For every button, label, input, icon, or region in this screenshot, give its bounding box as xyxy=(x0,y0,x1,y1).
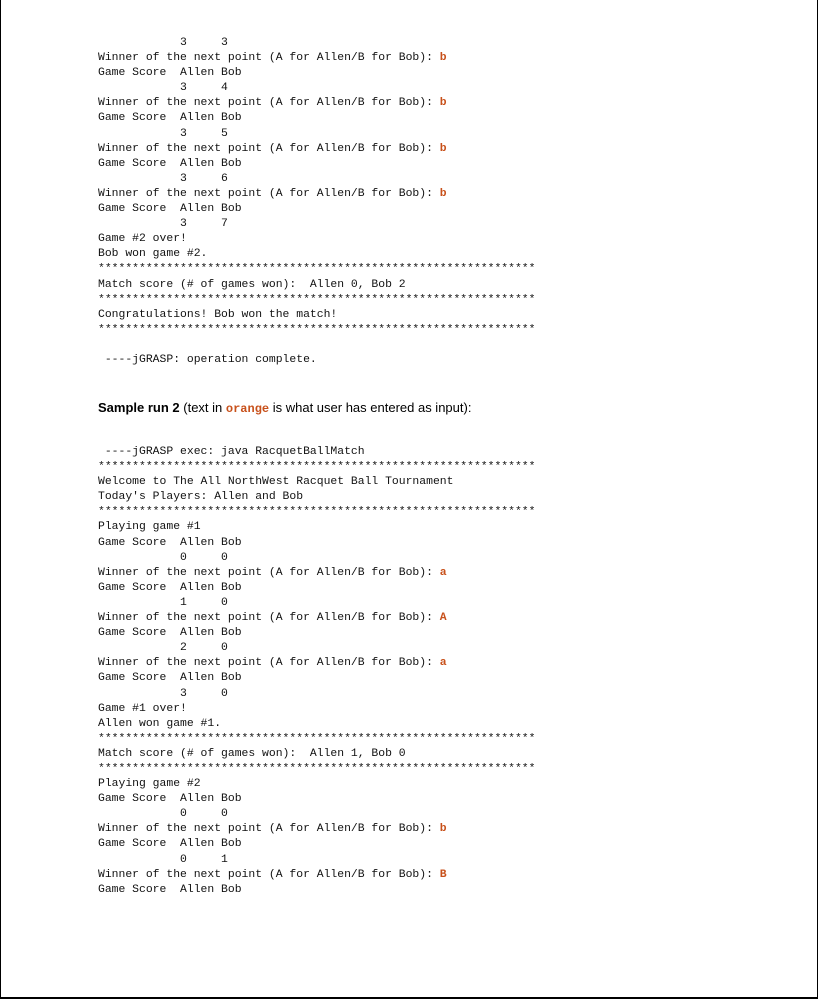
console-line-text: Game Score Allen Bob xyxy=(98,627,242,640)
console-line-text: **************************************************************** xyxy=(98,263,536,276)
console-line xyxy=(98,505,535,520)
console-line xyxy=(98,490,535,505)
console-line xyxy=(98,187,535,202)
console-line xyxy=(98,807,535,822)
console-line-text: Bob won game #2. xyxy=(98,248,208,261)
console-line xyxy=(98,732,535,747)
user-input-text: b xyxy=(439,823,447,836)
sample-run-1-output xyxy=(98,36,535,368)
console-line xyxy=(98,611,535,626)
console-line xyxy=(98,323,535,338)
console-line-text: Winner of the next point (A for Allen/B for Bob): xyxy=(98,823,440,836)
console-line xyxy=(98,717,535,732)
console-line xyxy=(98,520,535,535)
console-line-text: Game Score Allen Bob xyxy=(98,112,242,125)
console-line-text: Winner of the next point (A for Allen/B for Bob): xyxy=(98,97,440,110)
console-line-text: 3 0 xyxy=(98,687,228,700)
console-line-text: Allen won game #1. xyxy=(98,717,222,730)
heading-code-orange: orange xyxy=(225,402,270,416)
console-line xyxy=(98,551,535,566)
sample-run-2-heading xyxy=(98,400,471,416)
console-line xyxy=(98,868,535,883)
console-line xyxy=(98,338,535,353)
console-line xyxy=(98,51,535,66)
console-line xyxy=(98,566,535,581)
console-line-text: Congratulations! Bob won the match! xyxy=(98,308,338,321)
console-line-text: 2 0 xyxy=(98,642,228,655)
console-line-text: 3 3 xyxy=(98,37,228,49)
console-line xyxy=(98,822,535,837)
console-line xyxy=(98,96,535,111)
console-line xyxy=(98,641,535,656)
console-line-text: Winner of the next point (A for Allen/B for Bob): xyxy=(98,566,440,579)
console-line-text: **************************************************************** xyxy=(98,461,536,474)
user-input-text: b xyxy=(439,97,447,110)
console-line xyxy=(98,142,535,157)
user-input-text: A xyxy=(439,612,447,625)
console-line xyxy=(98,127,535,142)
sample-run-2-output xyxy=(98,445,535,898)
console-line-text: Winner of the next point (A for Allen/B for Bob): xyxy=(98,52,440,65)
console-line-text: Game Score Allen Bob xyxy=(98,793,242,806)
console-line-text: Welcome to The All NorthWest Racquet Ball Tournament xyxy=(98,476,454,489)
console-line-text: Winner of the next point (A for Allen/B for Bob): xyxy=(98,657,440,670)
user-input-text: B xyxy=(439,868,447,881)
console-line-text: Winner of the next point (A for Allen/B for Bob): xyxy=(98,612,440,625)
console-line-text: Game #2 over! xyxy=(98,233,187,246)
console-line xyxy=(98,777,535,792)
console-line xyxy=(98,475,535,490)
console-line-text: Game Score Allen Bob xyxy=(98,581,242,594)
console-line xyxy=(98,262,535,277)
console-line-text: Game #1 over! xyxy=(98,702,187,715)
console-line xyxy=(98,687,535,702)
console-line-text: **************************************************************** xyxy=(98,732,536,745)
console-line-text: 0 0 xyxy=(98,551,228,564)
console-line-text: ----jGRASP: operation complete. xyxy=(98,353,317,366)
console-line xyxy=(98,853,535,868)
console-line xyxy=(98,671,535,686)
console-line-text: **************************************************************** xyxy=(98,506,536,519)
console-line xyxy=(98,762,535,777)
console-line-text: Match score (# of games won): Allen 1, Bob 0 xyxy=(98,747,406,760)
console-line xyxy=(98,747,535,762)
console-line xyxy=(98,656,535,671)
console-line-text: Winner of the next point (A for Allen/B for Bob): xyxy=(98,142,440,155)
console-line-text: Game Score Allen Bob xyxy=(98,838,242,851)
console-line xyxy=(98,792,535,807)
heading-pre: (text in xyxy=(179,400,226,415)
console-line xyxy=(98,460,535,475)
console-line-text: Winner of the next point (A for Allen/B for Bob): xyxy=(98,187,440,200)
console-line-text: Playing game #2 xyxy=(98,778,201,791)
console-line-text: **************************************************************** xyxy=(98,293,536,306)
console-line xyxy=(98,702,535,717)
console-line xyxy=(98,581,535,596)
console-line xyxy=(98,81,535,96)
console-line-text: 3 7 xyxy=(98,218,228,231)
console-line xyxy=(98,353,535,368)
console-line xyxy=(98,278,535,293)
console-line xyxy=(98,172,535,187)
user-input-text: b xyxy=(439,142,447,155)
console-line-text: Game Score Allen Bob xyxy=(98,203,242,216)
console-line-text: 1 0 xyxy=(98,596,228,609)
console-line xyxy=(98,36,535,51)
console-line xyxy=(98,202,535,217)
user-input-text: b xyxy=(439,187,447,200)
heading-bold: Sample run 2 xyxy=(98,400,180,415)
console-line-text: 3 6 xyxy=(98,172,228,185)
console-line-text: Game Score Allen Bob xyxy=(98,883,242,896)
console-line xyxy=(98,445,535,460)
console-line-text: Game Score Allen Bob xyxy=(98,157,242,170)
console-line xyxy=(98,883,535,898)
heading-post: is what user has entered as input): xyxy=(269,400,472,415)
console-line-text: 0 1 xyxy=(98,853,228,866)
console-line-text: **************************************************************** xyxy=(98,323,536,336)
console-line-text: 0 0 xyxy=(98,808,228,821)
console-line xyxy=(98,66,535,81)
user-input-text: b xyxy=(439,52,447,65)
console-line-text: Game Score Allen Bob xyxy=(98,536,242,549)
console-line-text: **************************************************************** xyxy=(98,762,536,775)
console-line-text: 3 4 xyxy=(98,82,228,95)
console-line-text: 3 5 xyxy=(98,127,228,140)
console-line-text: Match score (# of games won): Allen 0, Bob 2 xyxy=(98,278,406,291)
console-line xyxy=(98,596,535,611)
console-line xyxy=(98,536,535,551)
console-line xyxy=(98,111,535,126)
console-line xyxy=(98,308,535,323)
console-line xyxy=(98,837,535,852)
console-line-text: Today's Players: Allen and Bob xyxy=(98,491,304,504)
console-line-text: Playing game #1 xyxy=(98,521,201,534)
console-line xyxy=(98,293,535,308)
console-line-text: Game Score Allen Bob xyxy=(98,672,242,685)
console-line xyxy=(98,247,535,262)
console-line-text: Winner of the next point (A for Allen/B for Bob): xyxy=(98,868,440,881)
console-line xyxy=(98,217,535,232)
console-line-text: ----jGRASP exec: java RacquetBallMatch xyxy=(98,446,365,458)
user-input-text: a xyxy=(439,657,447,670)
user-input-text: a xyxy=(439,566,447,579)
console-line-text: Game Score Allen Bob xyxy=(98,67,242,80)
console-line xyxy=(98,157,535,172)
console-line xyxy=(98,232,535,247)
console-line xyxy=(98,626,535,641)
